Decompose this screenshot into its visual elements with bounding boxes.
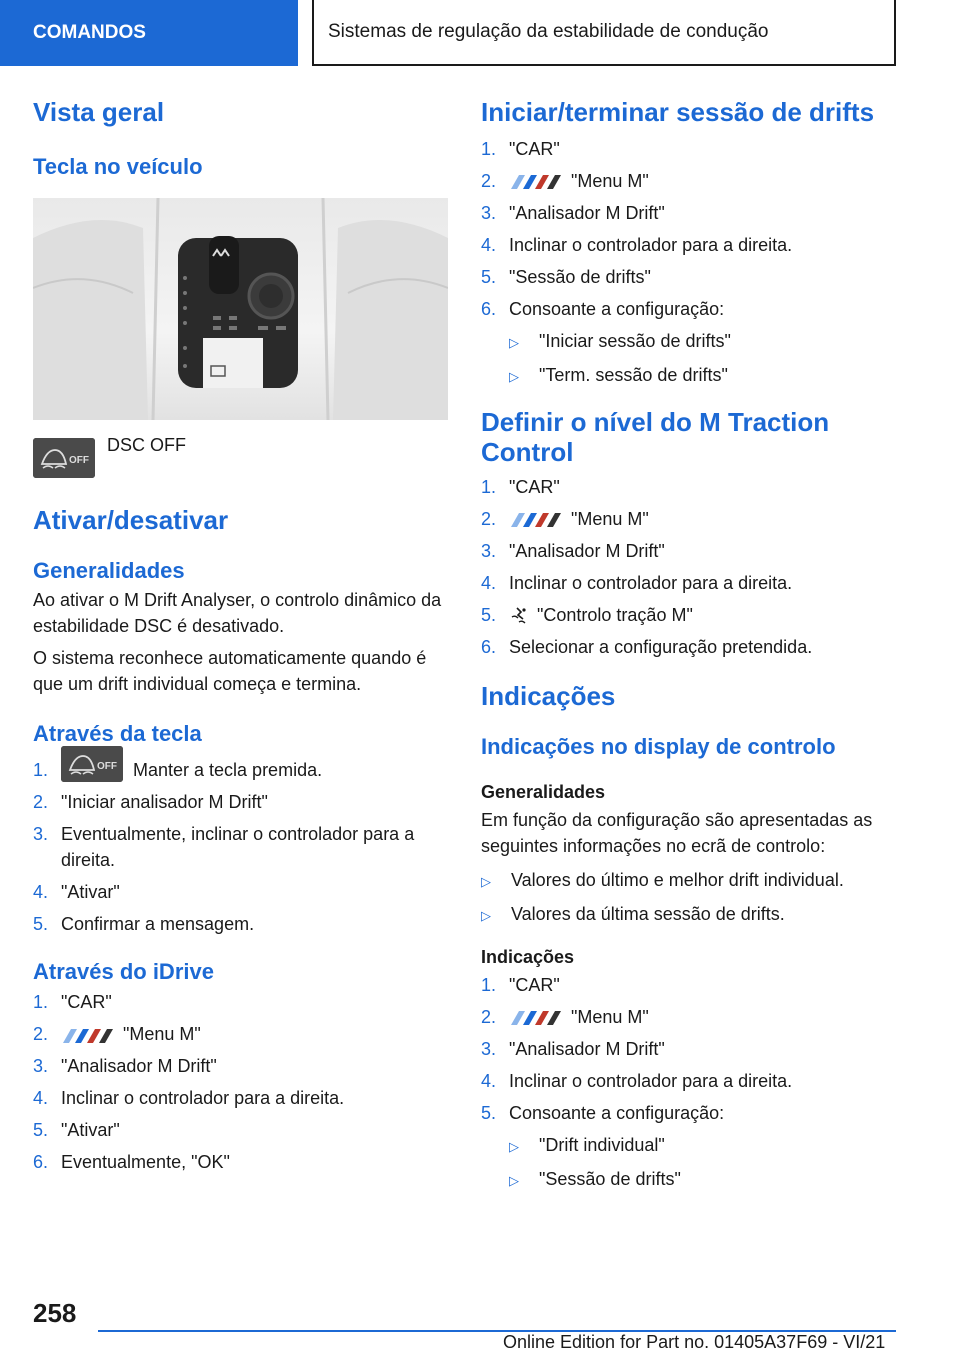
list-item: 3. "Analisador M Drift" [481, 202, 665, 223]
list-item: ▷ Valores da última sessão de drifts. [481, 901, 896, 929]
via-key-steps [33, 757, 448, 937]
list-item: 4. "Ativar" [33, 881, 120, 902]
edition-text: Online Edition for Part no. 01405A37F69 - VI/21 [503, 1332, 886, 1352]
triangle-bullet-icon: ▷ [481, 873, 491, 889]
list-item: 3. "Analisador M Drift" [481, 1038, 665, 1059]
traction-heading: Definir o nível do M Traction Control [481, 406, 830, 467]
list-item: 6. Selecionar a configuração pretendida. [481, 636, 813, 657]
triangle-bullet-icon: ▷ [509, 368, 519, 384]
session-steps [481, 136, 896, 390]
right-column [481, 98, 896, 1200]
list-item: 4. Inclinar o controlador para a direita. [481, 1070, 793, 1091]
list-item: 5. "Ativar" [33, 1120, 120, 1141]
list-item: 4. Inclinar o controlador para a direita. [481, 234, 793, 255]
triangle-bullet-icon: ▷ [509, 334, 519, 350]
list-item: 5. Confirmar a mensagem. [33, 913, 255, 934]
center-console-photo [33, 198, 448, 420]
list-item: ▷ "Sessão de drifts" [481, 1166, 896, 1194]
list-item: 5. "Controlo tração M" [481, 604, 693, 625]
m-logo-icon [509, 1011, 563, 1025]
list-item: 3. "Analisador M Drift" [33, 1056, 217, 1077]
dsc-off-button-icon [33, 438, 95, 478]
list-item: 6. Eventualmente, "OK" [33, 1152, 230, 1173]
list-item: 4. Inclinar o controlador para a direita. [33, 1088, 345, 1109]
list-item: ▷ "Iniciar sessão de drifts" [481, 328, 896, 356]
via-idrive-steps [33, 989, 448, 1175]
chapter-title-text: Sistemas de regulação da estabilidade de condução [328, 21, 769, 42]
chapter-title [312, 0, 896, 66]
list-item: 2. "Menu M" [481, 508, 649, 529]
list-item: 4. Inclinar o controlador para a direita. [481, 572, 793, 593]
section-label: COMANDOS [33, 22, 146, 43]
list-item: 1. "CAR" [481, 974, 560, 995]
svg-text:OFF: OFF [69, 455, 89, 467]
section-tab [0, 0, 298, 66]
general-heading: Generalidades [33, 558, 185, 584]
left-column [33, 98, 448, 1181]
list-item: 2. "Menu M" [33, 1024, 201, 1045]
via-key-heading: Através da tecla [33, 720, 202, 746]
list-item: ▷ Valores do último e melhor drift individual. [481, 867, 896, 895]
triangle-bullet-icon: ▷ [509, 1172, 519, 1188]
list-item: 2. "Menu M" [481, 170, 649, 191]
list-item: ▷ "Drift individual" [481, 1132, 896, 1160]
session-heading: Iniciar/terminar sessão de drifts [481, 97, 875, 127]
dsc-off-button-icon [61, 746, 123, 782]
list-item: 2. "Iniciar analisador M Drift" [33, 791, 268, 812]
dsc-label: DSC OFF [107, 435, 186, 456]
indications-subheading: Indicações [481, 946, 575, 967]
display-general-paragraph: Em função da configuração são apresentadas as seguintes informações no ecrã de controlo: [481, 809, 873, 856]
list-item: 2. "Menu M" [481, 1006, 649, 1027]
display-heading: Indicações no display de controlo [481, 733, 836, 759]
page-number: 258 [33, 1298, 77, 1328]
indications-steps [481, 972, 896, 1194]
m-logo-icon [61, 1029, 115, 1043]
list-item: 1. "CAR" [481, 476, 560, 497]
triangle-bullet-icon: ▷ [481, 907, 491, 923]
list-item: 5. "Sessão de drifts" [481, 266, 651, 287]
list-item: ▷ "Term. sessão de drifts" [481, 362, 896, 390]
overview-heading: Vista geral [33, 97, 165, 127]
traction-control-icon [509, 607, 531, 625]
list-item: 1. "CAR" [33, 992, 112, 1013]
display-general-heading: Generalidades [481, 781, 606, 802]
svg-text:OFF: OFF [97, 761, 117, 773]
list-item: 6. Consoante a configuração: [481, 298, 725, 319]
general-paragraph-1: Ao ativar o M Drift Analyser, o controlo dinâmico da estabilidade DSC é desativado. [33, 589, 442, 636]
step-number: 1. [33, 759, 49, 780]
activate-heading: Ativar/desativar [33, 505, 229, 536]
general-paragraph-2: O sistema reconhece automaticamente quando é que um drift individual começa e termina. [33, 647, 427, 694]
display-bullets [481, 867, 896, 929]
indications-heading: Indicações [481, 680, 616, 711]
triangle-bullet-icon: ▷ [509, 1138, 519, 1154]
via-idrive-heading: Através do iDrive [33, 958, 214, 984]
m-logo-icon [509, 175, 563, 189]
list-item: 1. "CAR" [481, 138, 560, 159]
list-item [33, 757, 448, 783]
m-logo-icon [509, 513, 563, 527]
vehicle-key-heading: Tecla no veículo [33, 153, 203, 179]
traction-steps [481, 474, 896, 660]
list-item: 3. "Analisador M Drift" [481, 540, 665, 561]
step-text: OFF Manter a tecla premida. [61, 757, 448, 783]
list-item: 3. Eventualmente, inclinar o controlador para a direita. [33, 823, 415, 870]
list-item: 5. Consoante a configuração: [481, 1102, 725, 1123]
dsc-key-row [33, 435, 448, 478]
